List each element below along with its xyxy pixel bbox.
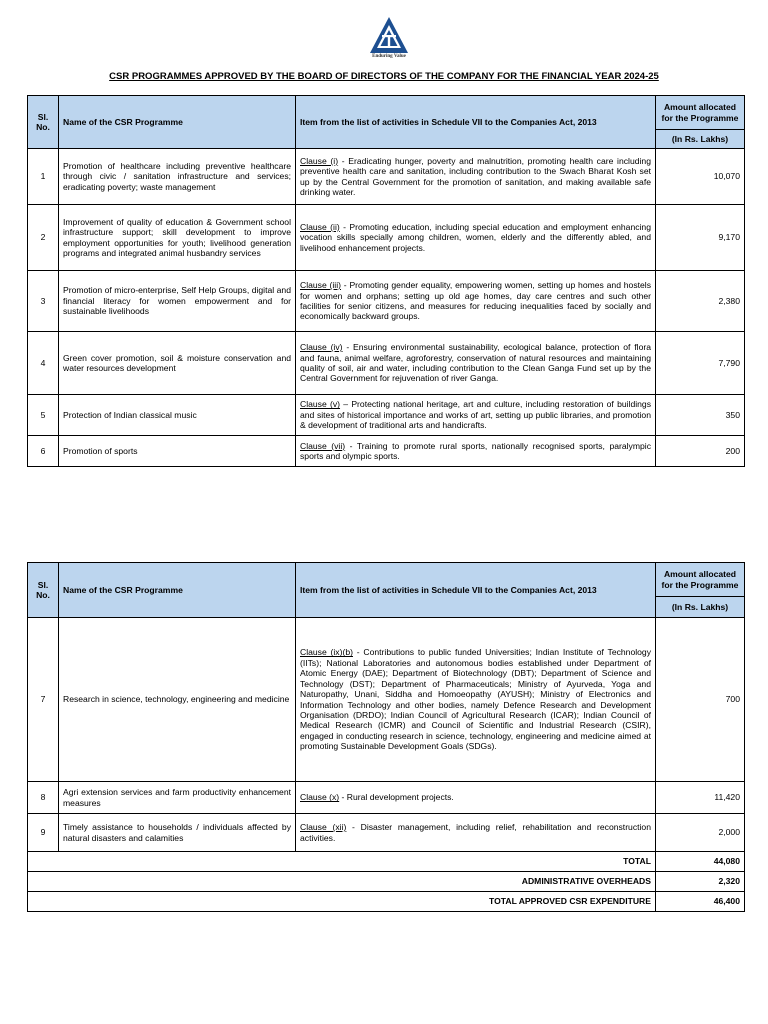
table-row [28, 436, 745, 467]
table-row [28, 395, 745, 436]
row-schedule-item [296, 332, 656, 395]
clause-ref: Clause (iv) [300, 342, 343, 353]
row-schedule-item [296, 436, 656, 467]
grand-total-amount: 46,400 [656, 892, 745, 912]
overheads-row [28, 872, 745, 892]
row-programme-name: Promotion of sports [59, 436, 296, 467]
row-sl: 1 [28, 149, 59, 205]
clause-text: - Rural development projects. [339, 792, 454, 803]
row-programme-name: Timely assistance to households / individuals affected by natural disasters and calamities [59, 814, 296, 852]
row-schedule-item [296, 618, 656, 782]
clause-ref: Clause (ix)(b) [300, 647, 353, 658]
row-programme-name: Green cover promotion, soil & moisture conservation and water resources development [59, 332, 296, 395]
row-programme-name: Improvement of quality of education & Government school infrastructure support; skill development to improve employment opportunities for youth; livelihood generation programs and integrated animal husbandry services [59, 205, 296, 271]
overheads-label: ADMINISTRATIVE OVERHEADS [28, 872, 656, 892]
company-logo [366, 16, 412, 66]
table-row [28, 149, 745, 205]
row-schedule-item [296, 149, 656, 205]
csr-table-2 [27, 562, 745, 912]
grand-total-row [28, 892, 745, 912]
clause-text: - Disaster management, including relief, rehabilitation and reconstruction activities. [300, 822, 651, 843]
overheads-amount: 2,320 [656, 872, 745, 892]
grand-total-label: TOTAL APPROVED CSR EXPENDITURE [28, 892, 656, 912]
header-amount: Amount allocated for the Programme [656, 563, 745, 597]
header-name: Name of the CSR Programme [59, 563, 296, 618]
clause-text: - Contributions to public funded Universities; Indian Institute of Technology (IITs); National Laboratories and autonomous bodies established under Department of Atomic Energy (DAE); Department of Biotechnology (DBT); Department of Science and Technology (DST); Department of Pharmaceuticals; Ministry of Ayurveda, Yoga and Naturopathy, Unani, Siddha and Homoeopathy (AYUSH); Ministry of Electronics and Information Technology and other bodies, namely Defence Research and Development Organisation (DRDO); Indian Council of Agricultural Research (ICAR); Indian Council of Medical Research (ICMR) and Council of Scientific and Industrial Research (CSIR), engaged in conducting research in science, technology, engineering and medicine aimed at promoting Sustainable Development Goals (SDGs). [300, 647, 651, 752]
header-unit: (In Rs. Lakhs) [656, 597, 745, 618]
row-programme-name: Research in science, technology, engineering and medicine [59, 618, 296, 782]
row-amount: 350 [656, 395, 745, 436]
clause-ref: Clause (xii) [300, 822, 347, 833]
header-sl: Sl. No. [28, 96, 59, 149]
header-sl: Sl. No. [28, 563, 59, 618]
clause-text: – Protecting national heritage, art and culture, including restoration of buildings and sites of historical importance and works of art, setting up public libraries, and promotion & development of traditional arts and handicrafts. [300, 399, 651, 431]
row-schedule-item [296, 395, 656, 436]
header-item: Item from the list of activities in Schedule VII to the Companies Act, 2013 [296, 96, 656, 149]
row-programme-name: Promotion of micro-enterprise, Self Help Groups, digital and financial literacy for women empowerment and for sustainable livelihoods [59, 271, 296, 332]
clause-ref: Clause (v) [300, 399, 341, 410]
row-sl: 2 [28, 205, 59, 271]
clause-ref: Clause (ii) [300, 221, 340, 232]
row-sl: 5 [28, 395, 59, 436]
clause-text: - Promoting gender equality, empowering women, setting up homes and hostels for women and orphans; setting up old age homes, day care centres and such other facilities for senior citizens, and measures for reducing inequalities faced by socially and economically backward groups. [300, 280, 651, 322]
row-sl: 6 [28, 436, 59, 467]
clause-text: - Ensuring environmental sustainability, ecological balance, protection of flora and fauna, animal welfare, agroforestry, conservation of natural resources and maintaining quality of soil, air and water, including contribution to the Clean Ganga Fund set up by the Central Government for rejuvenation of river Ganga. [300, 342, 651, 384]
row-sl: 8 [28, 782, 59, 814]
table-row [28, 618, 745, 782]
clause-text: - Training to promote rural sports, nationally recognised sports, paralympic sports and olympic sports. [300, 440, 651, 461]
row-schedule-item [296, 271, 656, 332]
row-schedule-item [296, 205, 656, 271]
row-amount: 7,790 [656, 332, 745, 395]
clause-ref: Clause (x) [300, 792, 340, 803]
csr-table-1 [27, 95, 745, 467]
row-sl: 7 [28, 618, 59, 782]
row-amount: 2,380 [656, 271, 745, 332]
row-schedule-item [296, 814, 656, 852]
row-schedule-item [296, 782, 656, 814]
row-programme-name: Promotion of healthcare including preventive healthcare through civic / sanitation infrastructure and services; eradicating poverty; waste management [59, 149, 296, 205]
row-amount: 9,170 [656, 205, 745, 271]
row-amount: 700 [656, 618, 745, 782]
header-unit: (In Rs. Lakhs) [656, 130, 745, 149]
document-title: CSR PROGRAMMES APPROVED BY THE BOARD OF DIRECTORS OF THE COMPANY FOR THE FINANCIAL YEAR 2024-25 [109, 71, 659, 82]
itc-logo-icon [369, 16, 409, 54]
row-sl: 4 [28, 332, 59, 395]
row-amount: 11,420 [656, 782, 745, 814]
row-sl: 9 [28, 814, 59, 852]
total-label: TOTAL [28, 852, 656, 872]
row-sl: 3 [28, 271, 59, 332]
clause-text: - Eradicating hunger, poverty and malnutrition, promoting health care including preventive health care and sanitation, including contribution to the Swach Bharat Kosh set up by the Central Government for the promotion of sanitation, and making available safe drinking water. [300, 155, 651, 197]
total-amount: 44,080 [656, 852, 745, 872]
logo-tagline: Enduring Value [372, 54, 406, 59]
table-row [28, 205, 745, 271]
clause-ref: Clause (iii) [300, 280, 341, 291]
header-row [28, 96, 745, 130]
header-amount: Amount allocated for the Programme [656, 96, 745, 130]
table-row [28, 271, 745, 332]
table-row [28, 814, 745, 852]
table-row [28, 782, 745, 814]
clause-ref: Clause (i) [300, 155, 339, 166]
row-amount: 200 [656, 436, 745, 467]
table-row [28, 332, 745, 395]
row-amount: 2,000 [656, 814, 745, 852]
row-programme-name: Protection of Indian classical music [59, 395, 296, 436]
header-item: Item from the list of activities in Schedule VII to the Companies Act, 2013 [296, 563, 656, 618]
row-amount: 10,070 [656, 149, 745, 205]
header-name: Name of the CSR Programme [59, 96, 296, 149]
header-row [28, 563, 745, 597]
clause-ref: Clause (vii) [300, 440, 346, 451]
total-row [28, 852, 745, 872]
clause-text: - Promoting education, including special education and employment enhancing vocation skills specially among children, women, elderly and the differently abled, and livelihood enhancement projects. [300, 221, 651, 253]
row-programme-name: Agri extension services and farm productivity enhancement measures [59, 782, 296, 814]
